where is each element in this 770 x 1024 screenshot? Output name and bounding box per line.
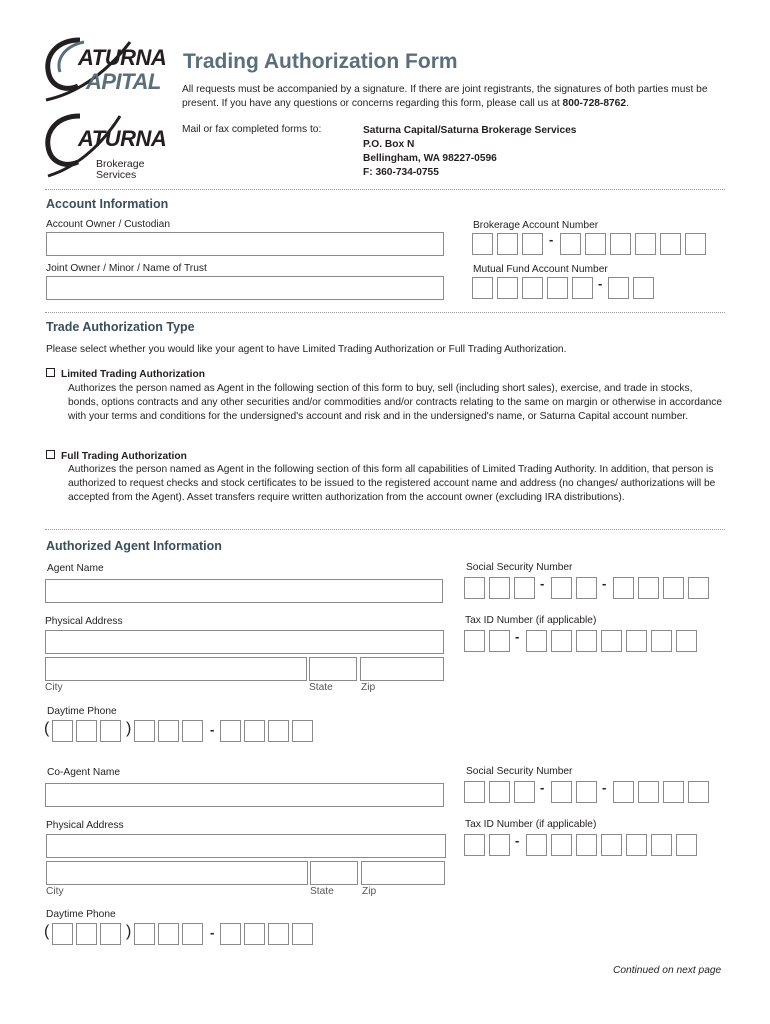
contact-phone: 800-728-8762 xyxy=(562,98,626,109)
digit-box[interactable] xyxy=(489,834,510,856)
divider xyxy=(45,529,725,530)
digit-box[interactable] xyxy=(244,923,265,945)
coagent-address-label: Physical Address xyxy=(46,820,124,831)
agent-address-label: Physical Address xyxy=(45,616,123,627)
digit-box[interactable] xyxy=(626,630,647,652)
digit-box[interactable] xyxy=(158,720,179,742)
digit-box[interactable] xyxy=(613,781,634,803)
logo-subtext-brokerage: Brokerage xyxy=(96,158,145,170)
agent-zip-field[interactable] xyxy=(360,657,444,681)
saturna-brokerage-logo xyxy=(44,110,172,182)
account-owner-field[interactable] xyxy=(46,232,444,256)
digit-box[interactable] xyxy=(489,781,510,803)
coagent-state-label: State xyxy=(310,886,334,897)
open-paren: ( xyxy=(44,923,50,940)
digit-box[interactable] xyxy=(635,233,656,255)
intro-end: . xyxy=(626,98,629,109)
digit-box[interactable] xyxy=(526,834,547,856)
divider xyxy=(45,312,725,313)
digit-box[interactable] xyxy=(182,720,203,742)
digit-box[interactable] xyxy=(551,781,572,803)
digit-box[interactable] xyxy=(638,577,659,599)
agent-city-field[interactable] xyxy=(45,657,307,681)
logo-text-aturna: ATURNA xyxy=(78,126,167,151)
mail-line: Saturna Capital/Saturna Brokerage Services xyxy=(363,125,577,136)
trade-section-heading: Trade Authorization Type xyxy=(46,320,195,334)
digit-box[interactable] xyxy=(572,277,593,299)
digit-box[interactable] xyxy=(522,277,543,299)
open-paren: ( xyxy=(44,720,50,737)
mutual-fund-account-number-field xyxy=(472,277,662,301)
digit-box[interactable] xyxy=(514,577,535,599)
brokerage-account-label: Brokerage Account Number xyxy=(473,220,599,231)
coagent-phone-field xyxy=(44,923,324,947)
digit-box[interactable] xyxy=(663,781,684,803)
digit-box[interactable] xyxy=(585,233,606,255)
agent-section-heading: Authorized Agent Information xyxy=(46,539,222,553)
digit-box[interactable] xyxy=(601,630,622,652)
joint-owner-field[interactable] xyxy=(46,276,444,300)
digit-box[interactable] xyxy=(633,277,654,299)
digit-box[interactable] xyxy=(134,720,155,742)
coagent-zip-field[interactable] xyxy=(361,861,445,885)
digit-box[interactable] xyxy=(551,630,572,652)
separator-dash: - xyxy=(210,925,215,940)
digit-box[interactable] xyxy=(268,720,289,742)
logo-text-apital: APITAL xyxy=(86,69,161,94)
mutual-fund-account-label: Mutual Fund Account Number xyxy=(473,264,608,275)
divider xyxy=(45,189,725,190)
account-section-heading: Account Information xyxy=(46,197,169,211)
mail-line: Bellingham, WA 98227-0596 xyxy=(363,153,497,164)
digit-box[interactable] xyxy=(576,630,597,652)
mail-line: P.O. Box N xyxy=(363,139,415,150)
digit-box[interactable] xyxy=(514,781,535,803)
full-authorization-option[interactable] xyxy=(46,450,187,462)
brokerage-account-number-field xyxy=(472,233,722,257)
digit-box[interactable] xyxy=(685,233,706,255)
digit-box[interactable] xyxy=(626,834,647,856)
agent-phone-label: Daytime Phone xyxy=(47,706,117,717)
intro-text xyxy=(182,83,727,111)
agent-zip-label: Zip xyxy=(361,682,376,693)
digit-box[interactable] xyxy=(244,720,265,742)
agent-ssn-field xyxy=(464,577,714,601)
agent-taxid-label: Tax ID Number (if applicable) xyxy=(465,615,597,626)
digit-box[interactable] xyxy=(547,277,568,299)
digit-box[interactable] xyxy=(551,577,572,599)
full-authorization-text: Authorizes the person named as Agent in the following section of this form all capabilities of Limited Trading Authority. In addition, that person is authorized to request checks and stock certificates to be issued to the registered account name and address (no changes/ authorizations will be accepted from the Agent). Asset transfers require written authorization from the account owner (excluding IRA distributions). xyxy=(68,464,716,503)
agent-name-field[interactable] xyxy=(45,579,443,603)
agent-ssn-label: Social Security Number xyxy=(466,562,573,573)
page-title: Trading Authorization Form xyxy=(183,50,458,73)
digit-box[interactable] xyxy=(100,923,121,945)
coagent-address-field[interactable] xyxy=(46,834,446,858)
digit-box[interactable] xyxy=(489,577,510,599)
agent-address-field[interactable] xyxy=(45,630,444,654)
separator-dash: - xyxy=(602,780,607,795)
digit-box[interactable] xyxy=(651,834,672,856)
coagent-ssn-label: Social Security Number xyxy=(466,766,573,777)
coagent-ssn-field xyxy=(464,781,714,805)
logo-subtext-services: Services xyxy=(96,169,137,181)
digit-box[interactable] xyxy=(220,923,241,945)
limited-authorization-option[interactable] xyxy=(46,368,205,380)
separator-dash: - xyxy=(540,576,545,591)
separator-dash: - xyxy=(515,833,520,848)
digit-box[interactable] xyxy=(158,923,179,945)
digit-box[interactable] xyxy=(464,834,485,856)
digit-box[interactable] xyxy=(464,630,485,652)
agent-state-field[interactable] xyxy=(309,657,357,681)
digit-box[interactable] xyxy=(576,577,597,599)
coagent-taxid-label: Tax ID Number (if applicable) xyxy=(465,819,597,830)
limited-authorization-checkbox[interactable] xyxy=(46,368,55,377)
digit-box[interactable] xyxy=(76,923,97,945)
digit-box[interactable] xyxy=(676,834,697,856)
coagent-city-label: City xyxy=(46,886,64,897)
digit-box[interactable] xyxy=(464,781,485,803)
digit-box[interactable] xyxy=(182,923,203,945)
digit-box[interactable] xyxy=(651,630,672,652)
continued-note: Continued on next page xyxy=(613,965,722,976)
agent-state-label: State xyxy=(309,682,333,693)
digit-box[interactable] xyxy=(663,577,684,599)
digit-box[interactable] xyxy=(688,781,709,803)
coagent-name-field[interactable] xyxy=(45,783,444,807)
logo-text-aturna: ATURNA xyxy=(78,45,167,70)
agent-city-label: City xyxy=(45,682,63,693)
full-authorization-checkbox[interactable] xyxy=(46,450,55,459)
digit-box[interactable] xyxy=(676,630,697,652)
digit-box[interactable] xyxy=(268,923,289,945)
mail-line: F: 360-734-0755 xyxy=(363,167,439,178)
digit-box[interactable] xyxy=(497,233,518,255)
coagent-name-label: Co-Agent Name xyxy=(47,767,121,778)
close-paren: ) xyxy=(126,923,132,940)
joint-owner-label: Joint Owner / Minor / Name of Trust xyxy=(46,263,207,274)
separator-dash: - xyxy=(549,232,554,247)
digit-box[interactable] xyxy=(576,781,597,803)
digit-box[interactable] xyxy=(576,834,597,856)
digit-box[interactable] xyxy=(220,720,241,742)
digit-box[interactable] xyxy=(52,923,73,945)
agent-phone-field xyxy=(44,720,324,744)
trade-instruction: Please select whether you would like your agent to have Limited Trading Authorization or Full Trading Authorization. xyxy=(46,344,567,355)
limited-authorization-title: Limited Trading Authorization xyxy=(61,369,205,380)
digit-box[interactable] xyxy=(52,720,73,742)
saturna-capital-logo xyxy=(44,36,172,102)
mail-label: Mail or fax completed forms to: xyxy=(182,124,322,135)
digit-box[interactable] xyxy=(660,233,681,255)
separator-dash: - xyxy=(515,629,520,644)
coagent-zip-label: Zip xyxy=(362,886,377,897)
coagent-taxid-field xyxy=(464,834,714,858)
digit-box[interactable] xyxy=(472,233,493,255)
digit-box[interactable] xyxy=(292,720,313,742)
agent-name-label: Agent Name xyxy=(47,563,104,574)
agent-taxid-field xyxy=(464,630,664,654)
account-owner-label: Account Owner / Custodian xyxy=(46,219,171,230)
separator-dash: - xyxy=(598,276,603,291)
separator-dash: - xyxy=(602,576,607,591)
digit-box[interactable] xyxy=(688,577,709,599)
digit-box[interactable] xyxy=(551,834,572,856)
limited-authorization-text: Authorizes the person named as Agent in the following section of this form to buy, sell (including short sales), exercise, and trade in stocks, bonds, options contracts and any other securities and/or commodities and/or contracts relating to the same on margin or otherwise in accordance with your terms and conditions for the undersigned's account and risk and in the undersigned's name, or Saturna Capital account number. xyxy=(68,383,723,422)
digit-box[interactable] xyxy=(464,577,485,599)
digit-box[interactable] xyxy=(472,277,493,299)
digit-box[interactable] xyxy=(526,630,547,652)
mail-address xyxy=(363,124,576,180)
separator-dash: - xyxy=(540,780,545,795)
digit-box[interactable] xyxy=(601,834,622,856)
digit-box[interactable] xyxy=(100,720,121,742)
digit-box[interactable] xyxy=(613,577,634,599)
digit-box[interactable] xyxy=(522,233,543,255)
digit-box[interactable] xyxy=(497,277,518,299)
digit-box[interactable] xyxy=(638,781,659,803)
coagent-phone-label: Daytime Phone xyxy=(46,909,116,920)
close-paren: ) xyxy=(126,720,132,737)
coagent-city-field[interactable] xyxy=(46,861,308,885)
digit-box[interactable] xyxy=(292,923,313,945)
digit-box[interactable] xyxy=(489,630,510,652)
full-authorization-title: Full Trading Authorization xyxy=(61,451,187,462)
coagent-state-field[interactable] xyxy=(310,861,358,885)
digit-box[interactable] xyxy=(560,233,581,255)
digit-box[interactable] xyxy=(608,277,629,299)
digit-box[interactable] xyxy=(134,923,155,945)
digit-box[interactable] xyxy=(76,720,97,742)
digit-box[interactable] xyxy=(610,233,631,255)
separator-dash: - xyxy=(210,722,215,737)
intro-body: All requests must be accompanied by a signature. If there are joint registrants, the signatures of both parties must be present. If you have any questions or concerns regarding this form, please call us at xyxy=(182,84,708,109)
